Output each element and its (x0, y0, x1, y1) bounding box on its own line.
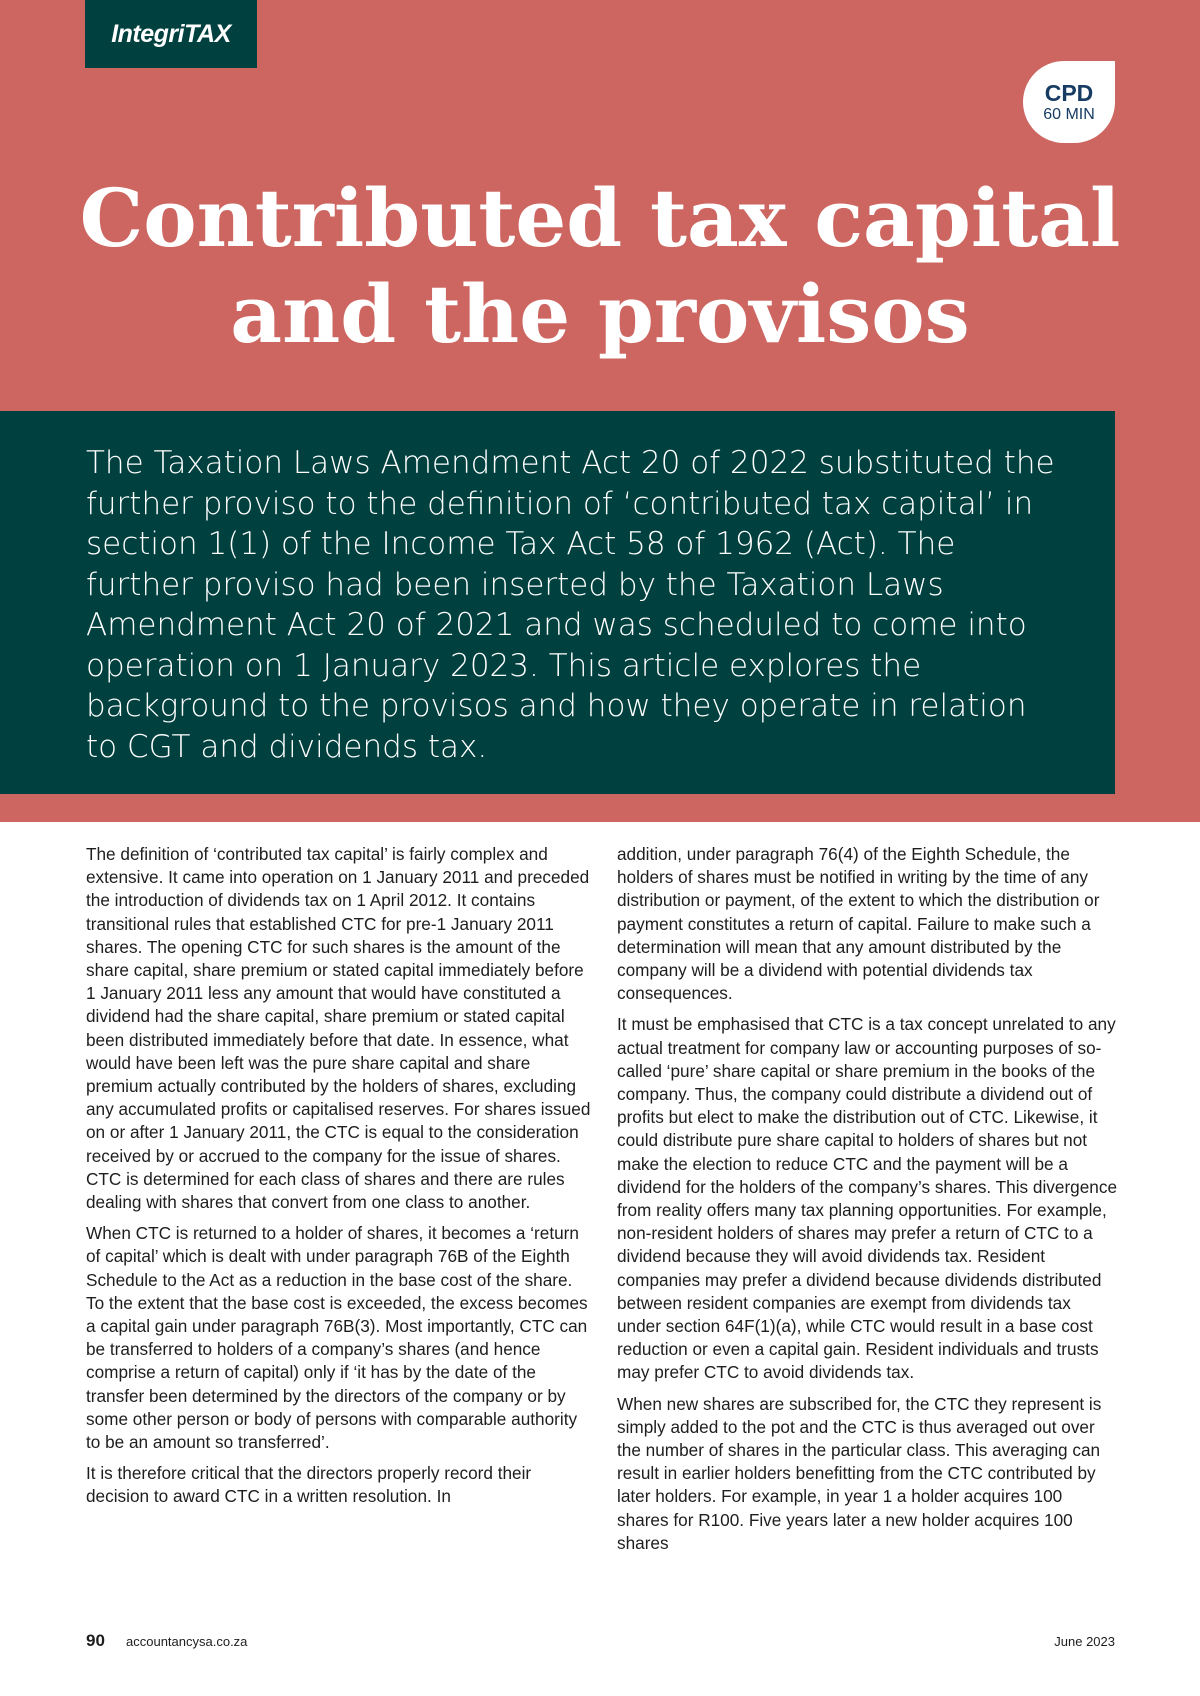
integritax-logo: IntegriTAX (85, 0, 257, 68)
article-title-line-2: and the provisos (230, 267, 970, 361)
footer-issue-date: June 2023 (1054, 1634, 1115, 1649)
body-paragraph: When new shares are subscribed for, the CTC they represent is simply added to the pot and the CTC is thus averaged out over the number of shares in the particular class. This averaging can result in earlier holders benefitting from the CTC contributed by later holders. For example, in year 1 a holder acquires 100 shares for R100. Five years later a new holder acquires 100 shares (617, 1393, 1102, 1553)
body-column-right (617, 843, 1117, 1563)
footer-site: accountancysa.co.za (126, 1634, 248, 1649)
body-paragraph: The definition of ‘contributed tax capital’ is fairly complex and extensive. It came into operation on 1 January 2011 and preceded the introduction of dividends tax on 1 April 2012. It contains transitional rules that established CTC for pre-1 January 2011 shares. The opening CTC for such shares is the amount of the share capital, share premium or stated capital immediately before 1 January 2011 less any amount that would have constituted a dividend had the share capital, share premium or stated capital been distributed immediately before that date. In essence, what would have been left was the pure share capital and share premium actually contributed by the holders of shares, excluding any accumulated profits or capitalised reserves. For shares issued on or after 1 January 2011, the CTC is equal to the consideration received by or accrued to the company for the issue of shares. CTC is determined for each class of shares and there are rules dealing with shares that convert from one class to another. (86, 844, 591, 1213)
body-paragraph: It is therefore critical that the directors properly record their decision to award CTC in a written resolution. In (86, 1463, 532, 1507)
cpd-badge-duration: 60 MIN (1043, 106, 1095, 123)
article-title-line-1: Contributed tax capital (79, 171, 1121, 265)
body-column-left (86, 843, 594, 1517)
cpd-badge (1023, 61, 1115, 143)
cpd-badge-title: CPD (1044, 80, 1094, 106)
page-number: 90 (86, 1631, 105, 1650)
article-title (40, 170, 1160, 362)
body-paragraph: When CTC is returned to a holder of shares, it becomes a ‘return of capital’ which is dealt with under paragraph 76B of the Eighth Schedule to the Act as a reduction in the base cost of the share. To the extent that the base cost is exceeded, the excess becomes a capital gain under paragraph 76B(3). Most importantly, CTC can be transferred to holders of a company’s shares (and hence comprise a return of capital) only if ‘it has by the date of the transfer been determined by the directors of the company or by some other person or body of persons with comparable authority to be an amount so transferred’. (86, 1223, 588, 1453)
article-lead: The Taxation Laws Amendment Act 20 of 2022 substituted the further proviso to the definition of ‘contributed tax capital’ in section 1(1) of the Income Tax Act 58 of 1962 (Act). The further proviso had been inserted by the Taxation Laws Amendment Act 20 of 2021 and was scheduled to come into operation on 1 January 2023. This article explores the background to the provisos and how they operate in relation to CGT and dividends tax. (86, 445, 1055, 765)
lead-box (0, 411, 1115, 794)
body-paragraph: It must be emphasised that CTC is a tax concept unrelated to any actual treatment for company law or accounting purposes of so-called ‘pure’ share capital or share premium in the books of the company. Thus, the company could distribute a dividend out of profits but elect to make the distribution out of CTC. Likewise, it could distribute pure share capital to holders of shares but not make the election to reduce CTC and the payment will be a dividend for the holders of the company’s shares. This divergence from reality offers many tax planning opportunities. For example, non-resident holders of shares may prefer a return of CTC to a dividend because they will avoid dividends tax. Resident companies may prefer a dividend because dividends distributed between resident companies are exempt from dividends tax under section 64F(1)(a), while CTC would result in a base cost reduction or even a capital gain. Resident individuals and trusts may prefer CTC to avoid dividends tax. (617, 1014, 1117, 1383)
body-paragraph: addition, under paragraph 76(4) of the Eighth Schedule, the holders of shares must be notified in writing by the time of any distribution or payment, of the extent to which the distribution or payment constitutes a return of capital. Failure to make such a determination will mean that any amount distributed by the company will be a dividend with potential dividends tax consequences. (617, 844, 1100, 1004)
